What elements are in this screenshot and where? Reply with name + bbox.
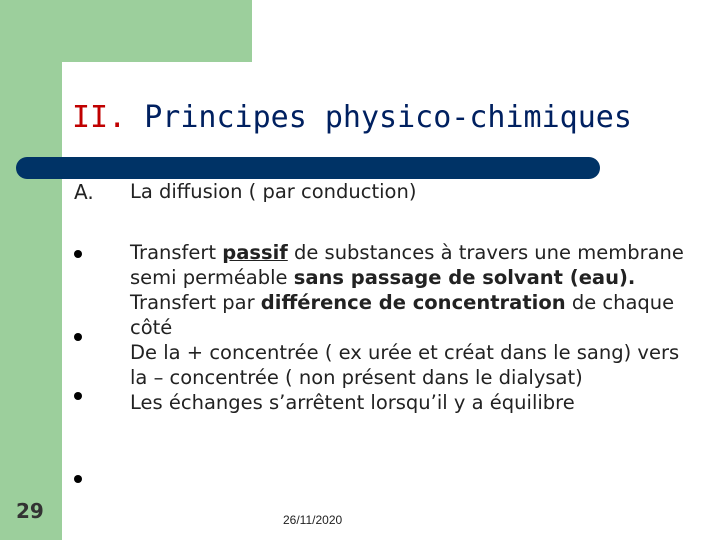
bullet-list — [130, 240, 690, 415]
title-divider-bar — [16, 157, 600, 179]
slide-title — [72, 100, 632, 135]
left-sidebar-decoration — [0, 0, 62, 540]
bullet-point — [74, 392, 82, 400]
bullet-item-gradient-direction: De la + concentrée ( ex urée et créat dans le sang) vers la – concentrée ( non présent dans le dialysat) — [130, 341, 680, 389]
bullet-item-equilibrium: Les échanges s’arrêtent lorsqu’il y a équilibre — [130, 391, 575, 414]
slide-title-text: Principes physico-chimiques — [144, 100, 632, 135]
bullet-point — [74, 333, 82, 341]
bullet-item-concentration-difference: Transfert par différence de concentration de chaque côté — [130, 291, 675, 339]
slide-date: 26/11/2020 — [283, 513, 343, 527]
bullet-point — [74, 250, 82, 258]
slide-title-number: II. — [72, 100, 127, 135]
bullet-point — [74, 475, 82, 483]
top-left-decoration — [0, 0, 252, 62]
slide-number: 29 — [16, 499, 44, 523]
section-title: La diffusion ( par conduction) — [130, 180, 417, 203]
section-marker: A. — [74, 180, 94, 204]
bullet-item-passive-transfer: Transfert passif de substances à travers une membrane semi perméable sans passage de solvant (eau). — [130, 241, 684, 289]
